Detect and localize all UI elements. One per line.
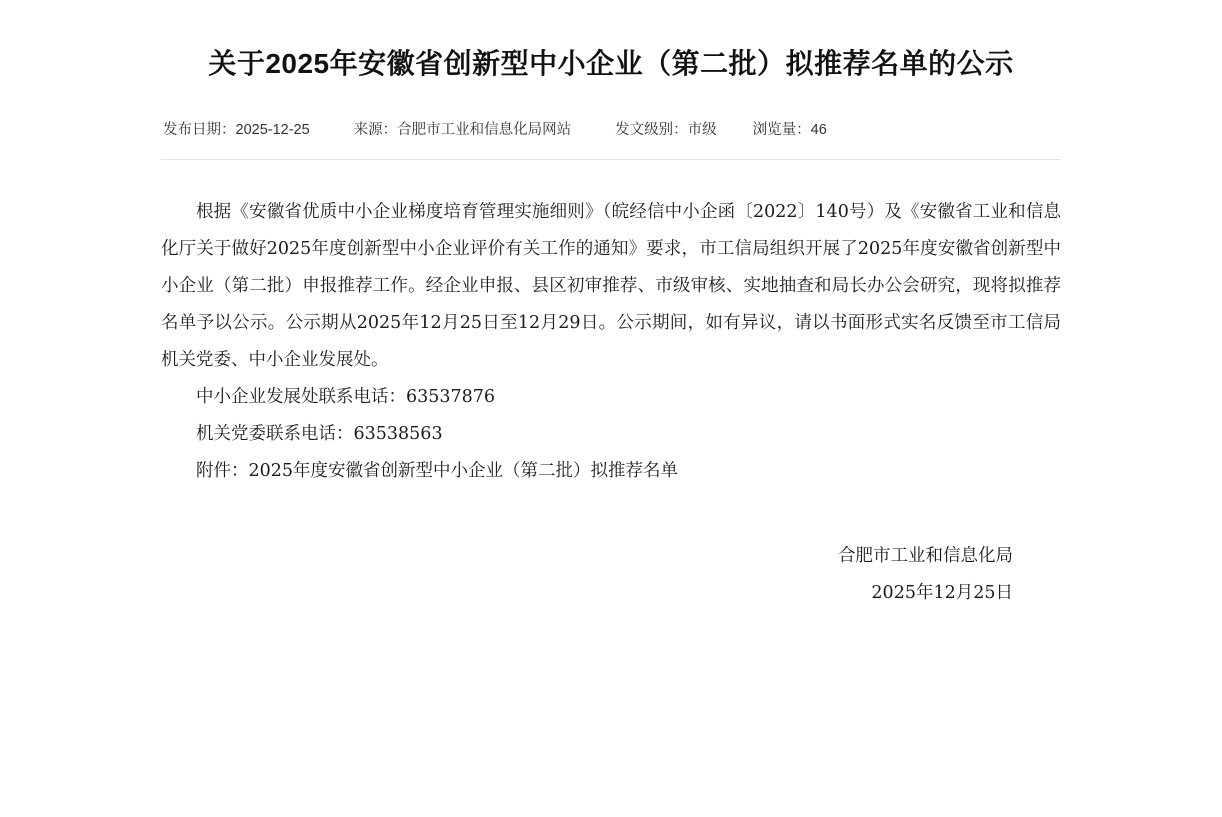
document-body bbox=[161, 194, 1061, 490]
signature-date: 2025年12月25日 bbox=[871, 583, 1013, 603]
meta-publish-date bbox=[163, 118, 310, 139]
header-divider bbox=[161, 159, 1061, 160]
meta-views-label: 浏览量： bbox=[752, 122, 811, 138]
page-title: 关于2025年安徽省创新型中小企业（第二批）拟推荐名单的公示 bbox=[208, 48, 1014, 79]
article-container bbox=[161, 0, 1061, 612]
attachment-line: 附件：2025年度安徽省创新型中小企业（第二批）拟推荐名单 bbox=[196, 461, 679, 481]
meta-views bbox=[753, 118, 827, 139]
meta-publish-date-label: 发布日期： bbox=[163, 122, 236, 138]
meta-level bbox=[615, 118, 717, 139]
document-signature bbox=[161, 538, 1061, 612]
contact-line-party-committee: 机关党委联系电话：63538563 bbox=[196, 424, 443, 444]
meta-publish-date-value: 2025-12-25 bbox=[235, 122, 310, 138]
signature-organization: 合肥市工业和信息化局 bbox=[838, 546, 1013, 566]
meta-source-label: 来源： bbox=[353, 122, 398, 138]
meta-views-value: 46 bbox=[810, 122, 827, 138]
meta-source bbox=[354, 118, 572, 139]
meta-level-value: 市级 bbox=[687, 122, 717, 138]
meta-source-value: 合肥市工业和信息化局网站 bbox=[397, 122, 572, 138]
meta-level-label: 发文级别： bbox=[615, 122, 688, 138]
body-paragraph: 根据《安徽省优质中小企业梯度培育管理实施细则》（皖经信中小企函〔2022〕140号）及《安徽省工业和信息化厅关于做好2025年度创新型中小企业评价有关工作的通知》要求，市工信局组织开展了2025年度安徽省创新型中小企业（第二批）申报推荐工作。经企业申报、县区初审推荐、市级审核、实地抽查和局长办公会研究，现将拟推荐名单予以公示。公示期从2025年12月25日至12月29日。公示期间，如有异议，请以书面形式实名反馈至市工信局机关党委、中小企业发展处。 bbox=[161, 202, 1061, 370]
document-meta bbox=[161, 118, 1061, 139]
contact-line-development-office: 中小企业发展处联系电话：63537876 bbox=[196, 387, 496, 407]
